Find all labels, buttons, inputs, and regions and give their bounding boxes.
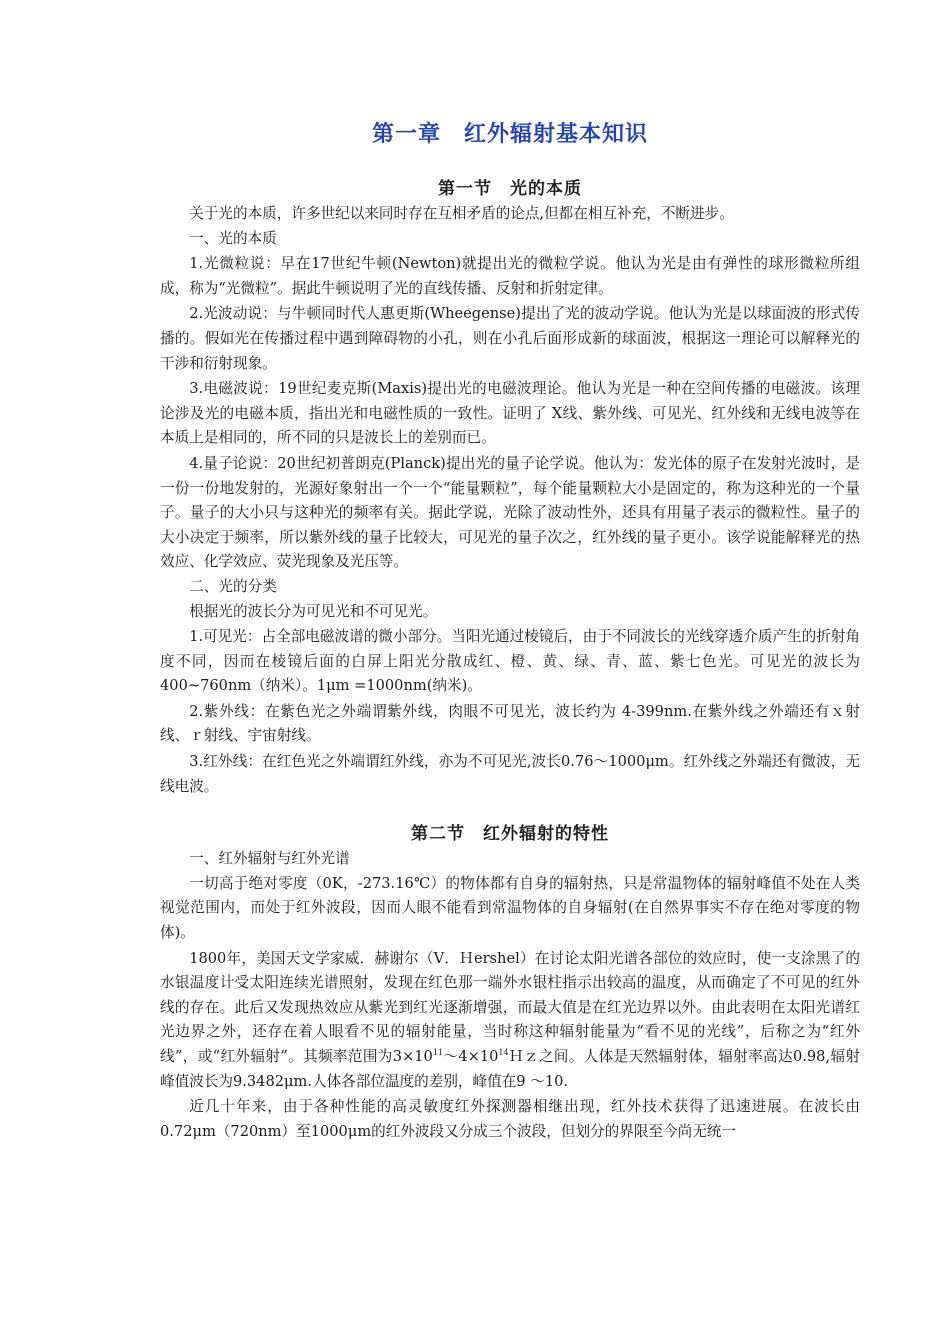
paragraph [160,947,860,1095]
subheading: 一、红外辐射与红外光谱 [189,850,350,868]
chapter-title: 第一章 红外辐射基本知识 [371,121,648,147]
paragraph: 根据光的波长分为可见光和不可见光。 [189,602,438,620]
section-title: 第二节 红外辐射的特性 [411,824,609,845]
paragraph: 2.紫外线：在紫色光之外端谓紫外线，肉眼不可见光，波长约为 4-399nm.在紫外线之外端还有ｘ射线、ｒ射线、宇宙射线。 [160,702,860,745]
section-title: 第一节 光的本质 [438,179,582,199]
paragraph: 近几十年来，由于各种性能的高灵敏度红外探测器相继出现，红外技术获得了迅速进展。在波长由0.72μm（720nm）至1000μm的红外波段又分成三个波段，但划分的界限至今尚无统一 [160,1098,860,1140]
paragraph: 2.光波动说：与牛顿同时代人惠更斯(Wheegense)提出了光的波动学说。他认为光是以球面波的形式传播的。假如光在传播过程中遇到障碍物的小孔，则在小孔后面形成新的球面波，根据这一理论可以解释光的干涉和衍射现象。 [160,305,860,372]
paragraph: 一切高于绝对零度（0K，-273.16℃）的物体都有自身的辐射热，只是常温物体的辐射峰值不处在人类视觉范围内，而处于红外波段，因而人眼不能看到常温物体的自身辐射(在自然界事实不存在绝对零度的物体)。 [160,874,860,942]
superscript: 14 [498,1048,509,1058]
paragraph: 1.光微粒说：早在17世纪牛顿(Newton)就提出光的微粒学说。他认为光是由有弹性的球形微粒所组成，称为“光微粒”。据此牛顿说明了光的直线传播、反射和折射定律。 [160,255,860,297]
paragraph: 3.红外线：在红色光之外端谓红外线，亦为不可见光,波长0.76～1000μm。红外线之外端还有微波，无线电波。 [160,753,860,795]
paragraph: 1.可见光：占全部电磁波谱的微小部分。当阳光通过棱镜后，由于不同波长的光线穿透介质产生的折射角度不同，因而在棱镜后面的白屏上阳光分散成红、橙、黄、绿、青、蓝、紫七色光。可见光的波长为400~760nm（纳米）。1μm =1000nm(纳米)。 [160,628,860,695]
text-run: ～4×10 [443,1048,499,1065]
document-page [160,118,860,1144]
paragraph: 关于光的本质，许多世纪以来同时存在互相矛盾的论点,但都在相互补充，不断进步。 [189,205,734,222]
text-run: Ｈｚ之间。人体是天然辐射体，辐射率高达0.98,辐射峰值波长为9.3482μm.人体各部位温度的差别，峰值在9 ～10. [160,1048,860,1090]
paragraph: 4.量子论说：20世纪初普朗克(Planck)提出光的量子论学说。他认为：发光体的原子在发射光波时，是一份一份地发射的，光源好象射出一个一个“能量颗粒”，每个能量颗粒大小是固定的，称为这种光的一个量子。量子的大小只与这种光的频率有关。据此学说，光除了波动性外，还具有用量子表示的微粒性。量子的大小决定于频率，所以紫外线的量子比较大，可见光的量子次之，红外线的量子更小。该学说能解释光的热效应、化学效应、荧光现象及光压等。 [160,454,860,571]
text-run: 1800年，美国天文学家威．赫谢尔（V．Ｈershel）在讨论太阳光谱各部位的效应时，使一支涂黑了的水银温度计受太阳连续光谱照射，发现在红色那一端外水银柱指示出较高的温度，从而确定了不可见的红外线的存在。此后又发现热效应从紫光到红光逐渐增强，而最大值是在红光边界以外。由此表明在太阳光谱红光边界之外，还存在着人眼看不见的辐射能量，当时称这种辐射能量为“看不见的光线”，后称之为“红外线”，或“红外辐射”。其频率范围为3×10 [160,949,860,1065]
paragraph: 3.电磁波说：19世纪麦克斯(Maxis)提出光的电磁波理论。他认为光是一种在空间传播的电磁波。该理论涉及光的电磁本质，指出光和电磁性质的一致性。证明了 X线、紫外线、可见光、红外线和无线电波等在本质上是相同的，所不同的只是波长上的差别而已。 [160,380,860,447]
subheading: 二、光的分类 [189,577,277,595]
subheading: 一、光的本质 [189,229,277,247]
superscript: 11 [432,1048,443,1058]
